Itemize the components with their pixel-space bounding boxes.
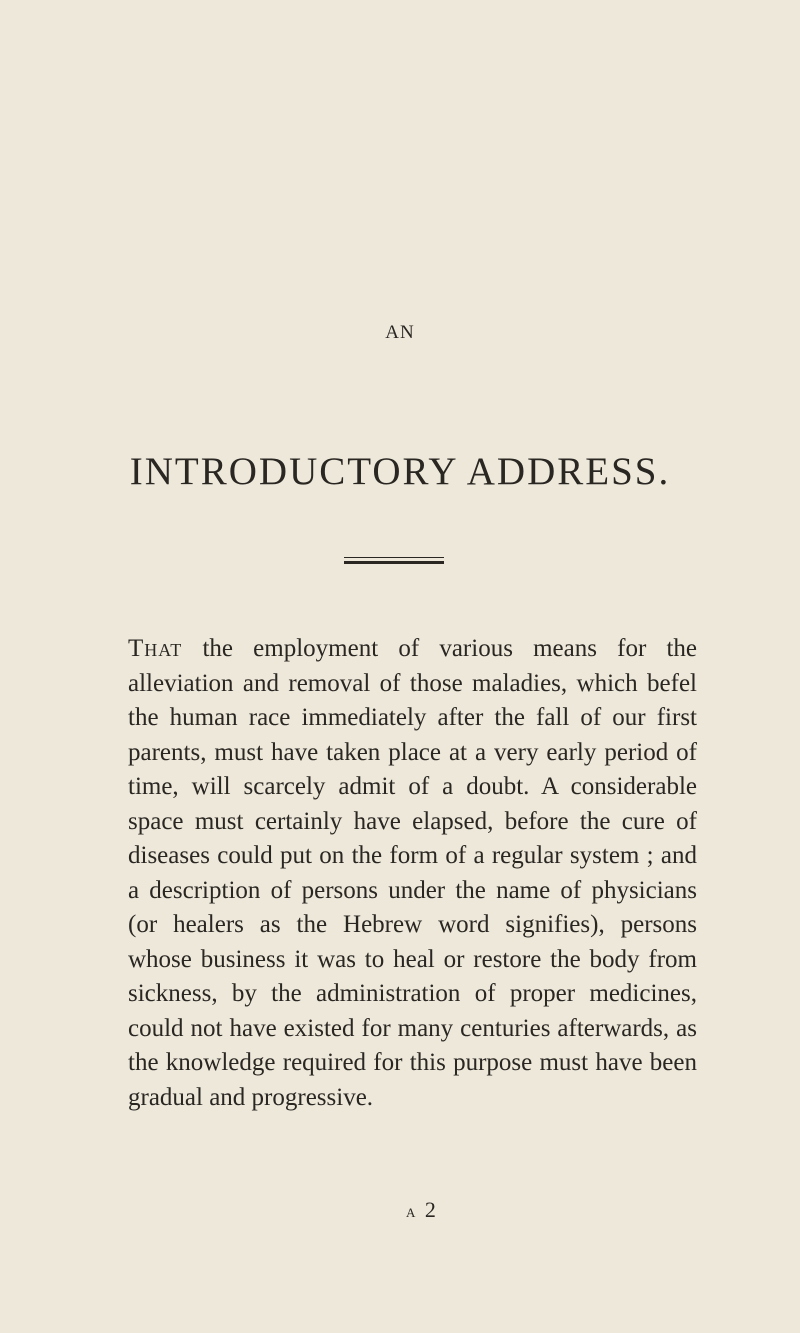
title-rule-thick xyxy=(344,561,444,564)
pre-title: AN xyxy=(385,322,415,343)
signature-number: 2 xyxy=(424,1197,438,1222)
signature-letter: a xyxy=(406,1201,418,1222)
body-paragraph xyxy=(128,632,697,1115)
title-rule-thin xyxy=(344,557,444,558)
paragraph-lead-word: That xyxy=(128,635,183,662)
paragraph-text: the employment of various means for the alleviation and removal of those maladies, which befel the human race immediately after the fall of our first parents, must have taken place at a very early period of time, will scarcely admit of a doubt. A considerable space must certainly have elapsed, before the cure of diseases could put on the form of a regular system ; and a description of persons under the name of physicians (or healers as the Hebrew word signifies), persons whose business it was to heal or restore the body from sickness, by the administration of proper medicines, could not have existed for many centuries afterwards, as the knowledge required for this purpose must have been gradual and progressive. xyxy=(128,635,697,1111)
page-title: INTRODUCTORY ADDRESS. xyxy=(129,450,671,493)
signature-mark xyxy=(406,1197,438,1223)
